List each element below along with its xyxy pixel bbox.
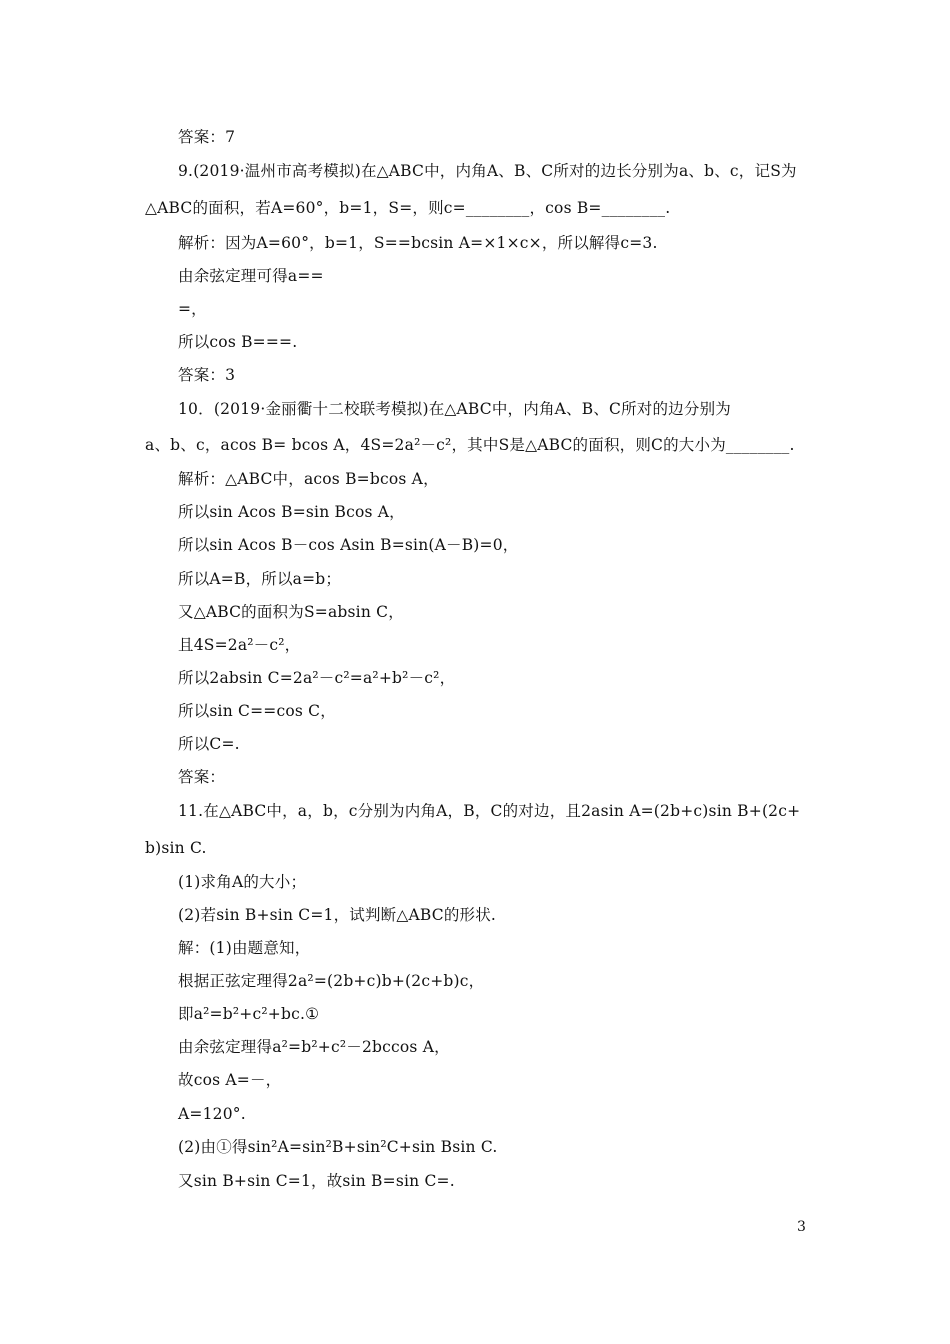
problem-11-part-2: (2)若sin B+sin C=1，试判断△ABC的形状. [178, 906, 497, 924]
solution-9-line-4: 所以cos B===. [178, 333, 298, 351]
solution-9-line-2: 由余弦定理可得a== [178, 267, 324, 285]
problem-9-line-1: 9.(2019·温州市高考模拟)在△ABC中，内角A、B、C所对的边长分别为a、b、c，记S为 [178, 162, 797, 180]
solution-11-line-1: 解：(1)由题意知， [178, 939, 311, 957]
solution-11-line-3: 即a²=b²+c²+bc.① [178, 1005, 320, 1023]
answer-9: 答案：3 [178, 366, 236, 384]
solution-10-line-6: 且4S=2a²－c²， [178, 636, 301, 654]
solution-11-line-5: 故cos A=－， [178, 1071, 282, 1089]
problem-9-line-2: △ABC的面积，若A=60°，b=1，S=，则c=________，cos B=________. [145, 199, 671, 217]
solution-11-line-7: (2)由①得sin²A=sin²B+sin²C+sin Bsin C. [178, 1138, 498, 1156]
solution-10-line-8: 所以sin C==cos C， [178, 702, 336, 720]
page-number: 3 [797, 1219, 806, 1235]
answer-8: 答案：7 [178, 128, 236, 146]
solution-9-line-1: 解析：因为A=60°，b=1，S==bcsin A=×1×c×，所以解得c=3. [178, 234, 658, 252]
problem-10-line-1: 10．(2019·金丽衢十二校联考模拟)在△ABC中，内角A、B、C所对的边分别为 [178, 400, 731, 418]
solution-10-line-1: 解析：△ABC中，acos B=bcos A， [178, 470, 439, 488]
problem-11-line-2: b)sin C. [145, 839, 207, 857]
solution-10-line-2: 所以sin Acos B=sin Bcos A， [178, 503, 405, 521]
problem-11-part-1: (1)求角A的大小； [178, 873, 307, 891]
solution-11-line-2: 根据正弦定理得2a²=(2b+c)b+(2c+b)c， [178, 972, 485, 990]
answer-10: 答案： [178, 768, 226, 786]
solution-10-line-7: 所以2absin C=2a²－c²=a²+b²－c²， [178, 669, 456, 687]
solution-11-line-6: A=120°. [178, 1105, 246, 1123]
solution-11-line-4: 由余弦定理得a²=b²+c²－2bccos A， [178, 1038, 450, 1056]
problem-10-line-2: a、b、c，acos B= bcos A，4S=2a²－c²，其中S是△ABC的面积，则C的大小为________. [145, 436, 795, 454]
solution-10-line-4: 所以A=B，所以a=b； [178, 570, 342, 588]
solution-11-line-8: 又sin B+sin C=1，故sin B=sin C=. [178, 1172, 455, 1190]
solution-10-line-9: 所以C=. [178, 735, 240, 753]
solution-10-line-5: 又△ABC的面积为S=absin C， [178, 603, 404, 621]
solution-9-line-3: =， [178, 300, 207, 318]
problem-11-line-1: 11.在△ABC中，a，b，c分别为内角A，B，C的对边，且2asin A=(2b+c)sin B+(2c+ [178, 802, 801, 820]
solution-10-line-3: 所以sin Acos B－cos Asin B=sin(A－B)=0， [178, 536, 519, 554]
